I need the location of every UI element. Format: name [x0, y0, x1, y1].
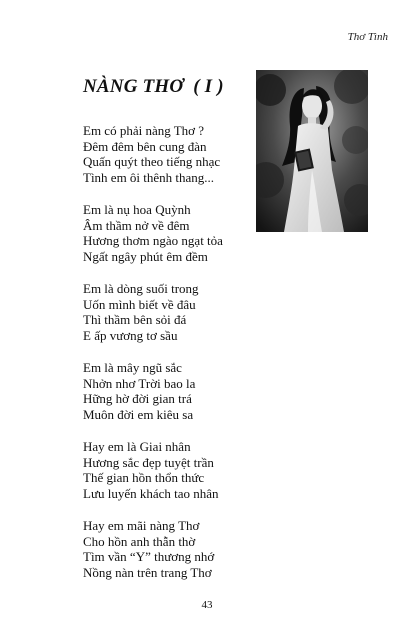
poem-line: Muôn đời em kiêu sa — [83, 406, 194, 422]
page-number: 43 — [201, 599, 213, 611]
poem-line: Tình em ôi thênh thang... — [83, 169, 215, 185]
poem-line: Quấn quýt theo tiếng nhạc — [83, 154, 221, 169]
poem-line: Em là dòng suối trong — [83, 281, 199, 296]
poem-line: Nhởn nhơ Trời bao la — [83, 375, 196, 391]
poem-body — [83, 123, 283, 597]
poem-line: Thì thầm bên sỏi đá — [83, 312, 187, 327]
poem-line: Hay em là Giai nhân — [83, 439, 191, 454]
poem-line: Âm thầm nở về đêm — [83, 217, 190, 233]
poem-line: Hay em mãi nàng Thơ — [83, 518, 200, 533]
stanza — [83, 123, 283, 185]
poem-line: Em có phải nàng Thơ ? — [83, 123, 205, 138]
stanza — [83, 360, 283, 422]
stanza — [83, 518, 283, 580]
poem-line: Hương sắc đẹp tuyệt trần — [83, 454, 214, 470]
poem-line: Cho hồn anh thẫn thờ — [83, 533, 196, 549]
poem-line: Ngất ngây phút êm đềm — [83, 248, 208, 264]
poem-line: Em là nụ hoa Quỳnh — [83, 202, 191, 217]
running-header: Thơ Tình — [347, 31, 388, 43]
poem-line: Hững hờ đời gian trá — [83, 391, 192, 406]
poem-line: Thế gian hồn thổn thức — [83, 470, 205, 485]
stanza — [83, 202, 283, 264]
poem-line: Hương thơm ngào ngạt tỏa — [83, 233, 223, 248]
poem-title: NÀNG THƠ ( I ) — [83, 76, 224, 97]
poem-line: Em là mây ngũ sắc — [83, 360, 182, 375]
poem-line: Nồng nàn trên trang Thơ — [83, 564, 212, 580]
poem-line: Uốn mình biết về đâu — [83, 296, 196, 312]
poem-line: Đêm đêm bên cung đàn — [83, 138, 207, 154]
poem-line: Tìm vần “Y” thương nhớ — [83, 549, 215, 564]
poem-line: E ấp vương tơ sầu — [83, 327, 178, 343]
stanza — [83, 281, 283, 343]
stanza — [83, 439, 283, 501]
poem-line: Lưu luyến khách tao nhân — [83, 485, 219, 501]
